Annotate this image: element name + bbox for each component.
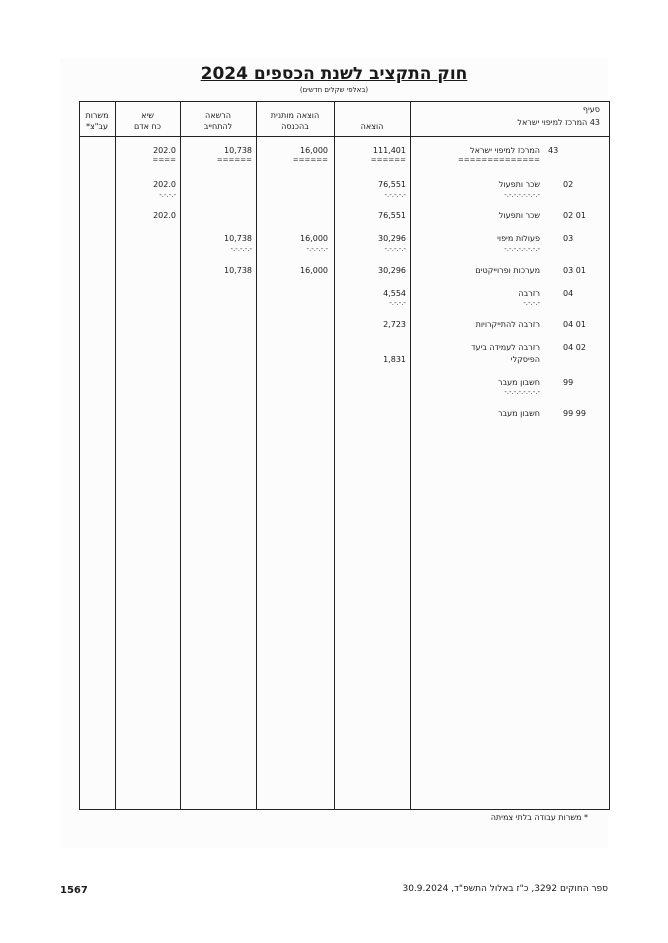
row-peak: 202.0 bbox=[153, 211, 176, 220]
row-code: 02 bbox=[563, 180, 574, 189]
header-commitment: הרשאה להתחייב bbox=[203, 111, 233, 131]
row-separator: ====== bbox=[216, 156, 252, 164]
budget-table bbox=[79, 101, 610, 810]
row-label-continued: הפיסקלי bbox=[510, 355, 540, 364]
row-expense: 2,723 bbox=[383, 320, 406, 329]
header-section-label: סעיף bbox=[582, 105, 600, 114]
row-label: שכר ותפעול bbox=[498, 211, 540, 220]
row-separator: -.-.-.-.- bbox=[384, 191, 406, 199]
row-code: 03 01 bbox=[563, 266, 586, 275]
row-separator: ============== bbox=[457, 156, 540, 164]
header-jobs: משרות עב"צ* bbox=[85, 111, 109, 131]
publication-line: ספר החוקים 3292, כ"ז באלול התשפ"ד, 30.9.2024 bbox=[402, 884, 608, 894]
row-label: המרכז למיפוי ישראל bbox=[470, 146, 540, 155]
row-label: פעולות מיפוי bbox=[497, 234, 540, 243]
row-label: מערכות ופרוייקטים bbox=[475, 266, 540, 275]
row-cond-expense: 16,000 bbox=[300, 146, 328, 155]
page-title: חוק התקציב לשנת הכספים 2024 bbox=[200, 64, 468, 84]
row-code: 02 01 bbox=[563, 211, 586, 220]
row-expense: 30,296 bbox=[378, 234, 406, 243]
row-code: 04 01 bbox=[563, 320, 586, 329]
row-separator: -.-.-.- bbox=[159, 191, 176, 199]
row-peak: 202.0 bbox=[153, 146, 176, 155]
row-expense: 76,551 bbox=[378, 180, 406, 189]
row-peak: 202.0 bbox=[153, 180, 176, 189]
row-code: 04 02 bbox=[563, 343, 586, 352]
row-separator: ==== bbox=[152, 156, 176, 164]
row-cond-expense: 16,000 bbox=[300, 266, 328, 275]
column-divider bbox=[180, 101, 181, 810]
row-separator: -.-.-.-.-.-.-.- bbox=[504, 191, 540, 199]
row-label: רזרבה לעמידה ביעד bbox=[471, 343, 540, 352]
row-code: 04 bbox=[563, 289, 574, 298]
column-divider bbox=[256, 101, 257, 810]
row-label: רזרבה להתייקרויות bbox=[475, 320, 540, 329]
row-separator: -.-.-.- bbox=[389, 299, 406, 307]
row-code: 43 bbox=[548, 146, 559, 155]
row-cond-expense: 16,000 bbox=[300, 234, 328, 243]
row-separator: -.-.-.-.-.-.-.- bbox=[504, 245, 540, 253]
footnote: * משרות עבודה בלתי צמיתה bbox=[490, 813, 588, 822]
header-peak-manpower: שיא כח אדם bbox=[133, 111, 162, 131]
row-commitment: 10,738 bbox=[224, 234, 252, 243]
row-label: חשבון מעבר bbox=[497, 409, 540, 418]
row-expense: 4,554 bbox=[383, 289, 406, 298]
row-separator: -.-.-.-.-.-.-.- bbox=[504, 388, 540, 396]
row-label: רזרבה bbox=[518, 289, 540, 298]
header-cond-expense: הוצאה מותנית בהכנסה bbox=[270, 111, 320, 131]
row-expense: 111,401 bbox=[372, 146, 406, 155]
row-separator: -.-.-.-.- bbox=[230, 245, 252, 253]
row-commitment: 10,738 bbox=[224, 266, 252, 275]
row-separator: -.-.-.- bbox=[523, 299, 540, 307]
row-label: חשבון מעבר bbox=[497, 378, 540, 387]
row-commitment: 10,738 bbox=[224, 146, 252, 155]
row-code: 99 99 bbox=[563, 409, 586, 418]
page-subtitle: (באלפי שקלים חדשים) bbox=[299, 86, 369, 94]
row-separator: -.-.-.-.- bbox=[306, 245, 328, 253]
column-divider bbox=[410, 101, 411, 810]
header-divider bbox=[79, 136, 610, 137]
row-separator: -.-.-.-.- bbox=[384, 245, 406, 253]
row-expense: 30,296 bbox=[378, 266, 406, 275]
column-divider bbox=[115, 101, 116, 810]
page-number: 1567 bbox=[60, 885, 88, 896]
header-expense: הוצאה bbox=[360, 122, 384, 131]
row-expense: 76,551 bbox=[378, 211, 406, 220]
row-expense: 1,831 bbox=[383, 355, 406, 364]
column-divider bbox=[334, 101, 335, 810]
row-code: 03 bbox=[563, 234, 574, 243]
row-label: שכר ותפעול bbox=[498, 180, 540, 189]
header-section-value: 43 המרכז למיפוי ישראל bbox=[517, 118, 600, 127]
row-code: 99 bbox=[563, 378, 574, 387]
row-separator: ====== bbox=[370, 156, 406, 164]
row-separator: ====== bbox=[292, 156, 328, 164]
